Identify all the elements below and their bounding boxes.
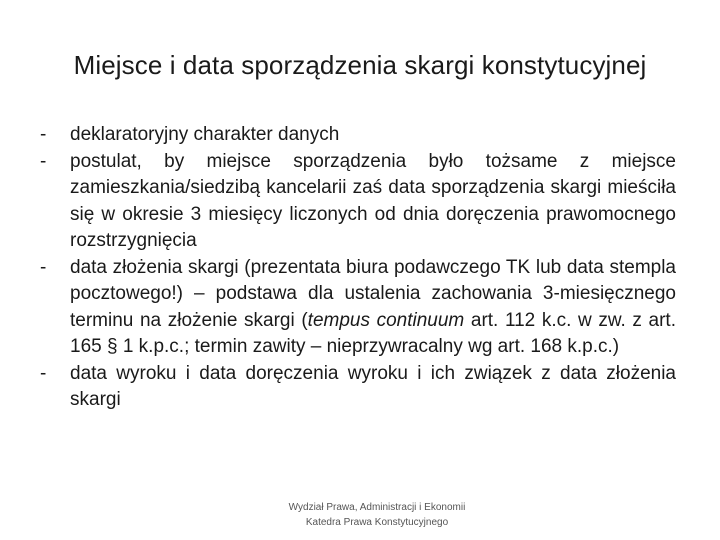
bullet-item <box>40 149 676 255</box>
bullet-marker: - <box>40 256 47 278</box>
bullet-marker: - <box>40 124 47 145</box>
bullet-text: deklaratoryjny charakter danych <box>70 124 340 145</box>
bullet-item <box>40 122 676 149</box>
bullet-text: data wyroku i data doręczenia wyroku i ich związek z data złożenia skargi <box>70 362 676 410</box>
bullet-marker: - <box>40 150 47 172</box>
slide-footer <box>0 500 720 530</box>
bullet-text: data złożenia skargi (prezentata biura podawczego TK lub data stempla pocztowego!) – podstawa dla ustalenia zachowania 3-miesięcznego terminu na złożenie skargi (tempus continuum art. 112 k.c. w zw. z art. 165 § 1 k.p.c.; termin zawity – nieprzywracalny wg art. 168 k.p.c.) <box>70 256 676 357</box>
bullet-item <box>40 255 676 361</box>
bullet-list <box>40 122 676 414</box>
footer-faculty: Wydział Prawa, Administracji i Ekonomii <box>288 502 466 513</box>
bullet-item <box>40 361 676 414</box>
footer-department: Katedra Prawa Konstytucyjnego <box>305 517 449 528</box>
latin-term: tempus continuum <box>307 309 465 331</box>
bullet-marker: - <box>40 362 47 384</box>
slide-title: Miejsce i data sporządzenia skargi konstytucyjnej <box>73 50 647 80</box>
bullet-text: postulat, by miejsce sporządzenia było tożsame z miejsce zamieszkania/siedzibą kancelarii zaś data sporządzenia skargi mieściła się w okresie 3 miesięcy liczonych od dnia doręczenia prawomocnego rozstrzygnięcia <box>70 150 676 251</box>
